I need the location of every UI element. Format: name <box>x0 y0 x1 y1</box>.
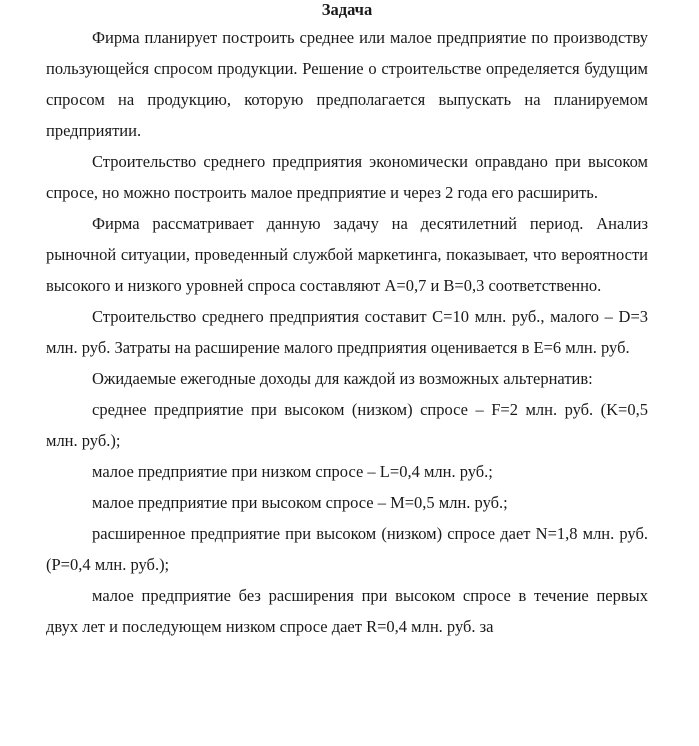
paragraph-9: расширенное предприятие при высоком (низком) спросе дает N=1,8 млн. руб. (P=0,4 млн. руб.); <box>46 524 648 574</box>
paragraph-8: малое предприятие при высоком спросе – M=0,5 млн. руб.; <box>92 493 508 512</box>
paragraph-2: Строительство среднего предприятия экономически оправдано при высоком спросе, но можно построить малое предприятие и через 2 года его расширить. <box>46 152 648 202</box>
paragraph-4: Строительство среднего предприятия составит C=10 млн. руб., малого – D=3 млн. руб. Затраты на расширение малого предприятия оценивается в E=6 млн. руб. <box>46 307 648 357</box>
paragraph-10: малое предприятие без расширения при высоком спросе в течение первых двух лет и последующем низком спросе дает R=0,4 млн. руб. за <box>46 586 648 636</box>
paragraph-5: Ожидаемые ежегодные доходы для каждой из возможных альтернатив: <box>92 369 593 388</box>
paragraph-6: среднее предприятие при высоком (низком) спросе – F=2 млн. руб. (K=0,5 млн. руб.); <box>46 400 648 450</box>
paragraph-7: малое предприятие при низком спросе – L=0,4 млн. руб.; <box>92 462 493 481</box>
document-title: Задача <box>321 0 373 19</box>
paragraph-3: Фирма рассматривает данную задачу на десятилетний период. Анализ рыночной ситуации, проведенный службой маркетинга, показывает, что вероятности высокого и низкого уровней спроса составляют A=0,7 и B=0,3 соответственно. <box>46 214 648 295</box>
paragraph-1: Фирма планирует построить среднее или малое предприятие по производству пользующейся спросом продукции. Решение о строительстве определяется будущим спросом на продукцию, которую предполагается выпускать на планируемом предприятии. <box>46 28 648 140</box>
document-page <box>46 0 648 642</box>
